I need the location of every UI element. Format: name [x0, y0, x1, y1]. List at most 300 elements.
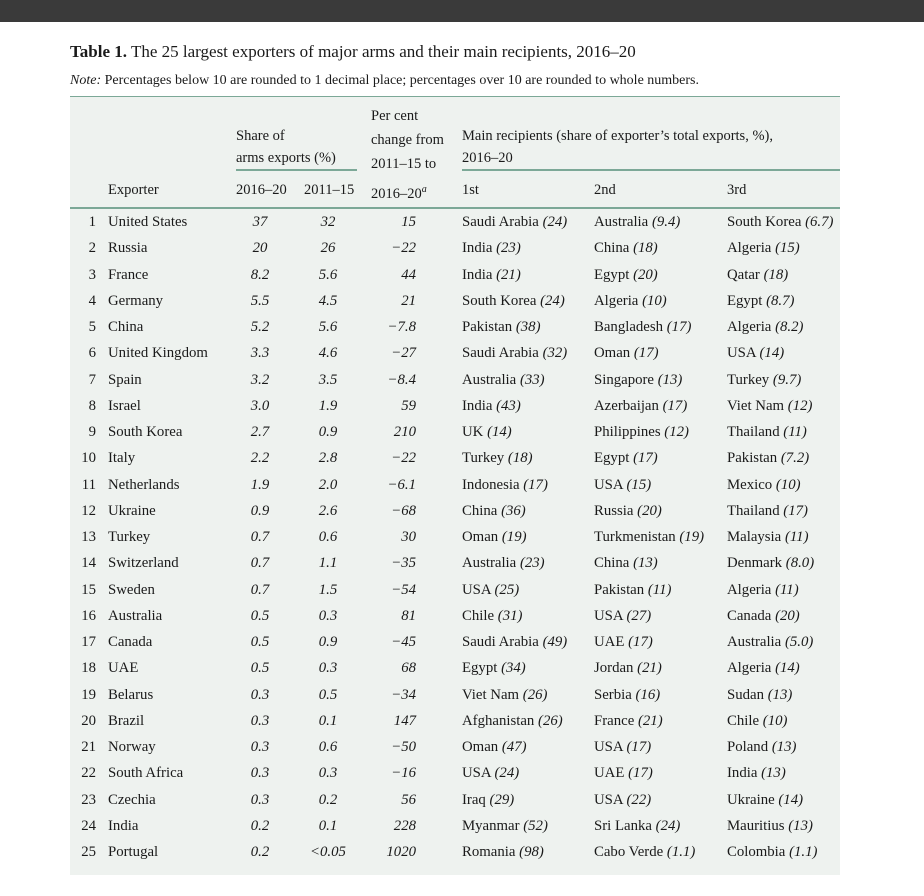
- rank-cell: 20: [81, 712, 96, 729]
- second-recipient-cell: [594, 397, 687, 415]
- second-recipient-cell: [594, 554, 658, 572]
- col-third: 3rd: [727, 182, 747, 198]
- recipient-name: USA: [594, 739, 623, 755]
- recipient-name: Poland: [727, 739, 769, 755]
- recipient-share: (38): [515, 319, 541, 335]
- recipient-name: Oman: [462, 529, 499, 545]
- share-2016-cell: 0.3: [250, 765, 270, 782]
- share-2016-cell: 2.7: [250, 424, 270, 440]
- share-2011-cell: 1.1: [318, 555, 338, 572]
- recipient-name: Australia: [462, 555, 517, 572]
- recipient-name: Philippines: [594, 424, 661, 440]
- share-2016-cell: 0.7: [250, 581, 270, 598]
- recipient-name: USA: [594, 476, 623, 493]
- rank-cell: 12: [81, 502, 96, 519]
- recipient-name: Canada: [727, 607, 772, 624]
- change-header-line3: 2011–15 to: [371, 156, 437, 172]
- exporter-cell: United Kingdom: [108, 345, 208, 362]
- share-2016-cell: 0.2: [250, 817, 270, 834]
- third-recipient-cell: [727, 817, 813, 835]
- third-recipient-cell: [727, 712, 787, 730]
- recipient-name: Algeria: [727, 660, 772, 677]
- second-recipient-cell: [594, 213, 680, 231]
- recipient-name: Saudi Arabia: [462, 214, 539, 230]
- recipient-share: (10): [642, 292, 667, 309]
- change-cell: 56: [401, 791, 416, 808]
- share-2011-cell: <0.05: [310, 844, 346, 860]
- change-cell: 68: [401, 660, 416, 677]
- first-recipient-cell: [462, 607, 522, 625]
- recipient-name: China: [462, 502, 498, 519]
- share-2016-cell: 0.3: [250, 712, 270, 729]
- exporter-cell: Netherlands: [108, 476, 180, 493]
- exporter-cell: Sweden: [108, 581, 155, 598]
- col-share-2011: 2011–15: [304, 182, 355, 198]
- rank-cell: 15: [81, 581, 96, 598]
- share-header-line1: Share of: [236, 128, 285, 144]
- second-recipient-cell: [594, 239, 658, 257]
- change-cell: −16: [391, 765, 416, 782]
- change-cell: 210: [393, 424, 416, 440]
- recipient-share: (20): [637, 502, 662, 519]
- share-2011-cell: 0.2: [318, 791, 338, 808]
- share-2016-cell: 0.3: [250, 686, 270, 703]
- second-recipient-cell: [594, 266, 658, 284]
- recipient-name: Colombia: [727, 844, 786, 860]
- recipients-header-line2: 2016–20: [462, 150, 513, 166]
- table-note: [70, 73, 699, 89]
- first-recipient-cell: [462, 344, 567, 362]
- recipient-name: Algeria: [727, 319, 772, 335]
- recipient-name: Algeria: [727, 581, 772, 598]
- recipient-name: Afghanistan: [462, 712, 535, 729]
- recipients-header: [462, 125, 773, 169]
- rank-cell: 13: [81, 529, 96, 545]
- second-recipient-cell: [594, 528, 704, 546]
- third-recipient-cell: [727, 528, 809, 546]
- exporter-cell: United States: [108, 214, 188, 230]
- exporter-cell: Spain: [108, 371, 142, 388]
- table-title: [70, 42, 636, 62]
- recipient-share: (17): [633, 345, 659, 362]
- rank-cell: 25: [81, 844, 96, 860]
- second-recipient-cell: [594, 344, 659, 362]
- first-recipient-cell: [462, 554, 545, 572]
- recipient-share: (11): [647, 581, 672, 598]
- recipient-share: (10): [762, 712, 788, 729]
- share-2016-cell: 0.5: [250, 660, 270, 677]
- recipient-name: Oman: [594, 345, 631, 362]
- header-bottom-rule: [70, 207, 840, 209]
- rank-cell: 16: [81, 607, 96, 624]
- recipient-share: (13): [771, 739, 797, 755]
- exporter-cell: Ukraine: [108, 502, 156, 519]
- share-2011-cell: 4.6: [318, 345, 338, 362]
- recipient-share: (47): [501, 739, 527, 755]
- first-recipient-cell: [462, 239, 521, 257]
- share-2016-cell: 8.2: [250, 266, 270, 283]
- third-recipient-cell: [727, 764, 786, 782]
- second-recipient-cell: [594, 633, 653, 651]
- share-2016-cell: 0.7: [250, 555, 270, 572]
- rank-cell: 11: [81, 476, 96, 493]
- recipient-share: (24): [655, 817, 681, 834]
- col-change-label: 2016–20: [371, 185, 422, 202]
- recipient-share: (17): [626, 739, 652, 755]
- first-recipient-cell: [462, 449, 533, 467]
- recipients-header-line1: Main recipients (share of exporter’s total exports, %),: [462, 128, 773, 144]
- rank-cell: 4: [88, 292, 96, 309]
- share-2011-cell: 1.9: [318, 397, 338, 414]
- recipient-name: Sri Lanka: [594, 817, 652, 834]
- first-recipient-cell: [462, 817, 548, 835]
- recipient-share: (17): [633, 450, 658, 467]
- recipient-name: Cabo Verde: [594, 844, 664, 860]
- recipients-header-rule: [462, 169, 840, 171]
- table-note-text: Percentages below 10 are rounded to 1 decimal place; percentages over 10 are rounded to whole numbers.: [104, 73, 699, 88]
- exporter-cell: Switzerland: [108, 555, 179, 572]
- third-recipient-cell: [727, 791, 803, 809]
- share-header-line2: arms exports (%): [236, 150, 336, 166]
- third-recipient-cell: [727, 738, 796, 756]
- share-2011-cell: 2.6: [318, 502, 338, 519]
- col-first: 1st: [462, 182, 479, 198]
- exporter-cell: Belarus: [108, 686, 154, 703]
- recipient-share: (16): [635, 686, 661, 703]
- recipient-name: Chile: [727, 712, 760, 729]
- second-recipient-cell: [594, 843, 695, 861]
- recipient-name: Algeria: [727, 240, 772, 257]
- change-cell: 1020: [386, 844, 416, 860]
- recipient-share: (1.1): [666, 844, 696, 860]
- recipient-name: UAE: [594, 765, 625, 782]
- recipient-share: (14): [775, 660, 800, 677]
- third-recipient-cell: [727, 607, 800, 625]
- share-2016-cell: 0.3: [250, 739, 270, 755]
- recipient-share: (10): [775, 476, 801, 493]
- third-recipient-cell: [727, 476, 801, 494]
- arms-exporters-table: [70, 96, 840, 875]
- share-2016-cell: 0.5: [250, 634, 270, 650]
- third-recipient-cell: [727, 266, 788, 284]
- recipient-share: (7.2): [780, 450, 810, 467]
- recipient-name: Egypt: [594, 266, 630, 283]
- exporter-cell: Italy: [108, 450, 136, 467]
- rank-cell: 14: [81, 555, 96, 572]
- recipient-share: (33): [519, 371, 545, 388]
- change-cell: −50: [391, 739, 416, 755]
- share-2011-cell: 3.5: [318, 371, 338, 388]
- change-header: [371, 104, 444, 176]
- exporter-cell: Portugal: [108, 844, 159, 860]
- recipient-share: (13): [633, 555, 658, 572]
- recipient-name: Indonesia: [462, 476, 520, 493]
- recipient-name: USA: [727, 345, 756, 362]
- recipient-share: (29): [489, 791, 515, 808]
- recipient-share: (14): [487, 424, 512, 440]
- recipient-share: (14): [778, 791, 804, 808]
- recipient-name: China: [594, 555, 630, 572]
- recipient-share: (21): [496, 266, 521, 283]
- share-2011-cell: 2.8: [318, 450, 338, 467]
- recipient-name: USA: [462, 581, 491, 598]
- share-2011-cell: 0.3: [318, 607, 338, 624]
- second-recipient-cell: [594, 712, 663, 730]
- exporter-cell: Israel: [108, 397, 141, 414]
- exporter-cell: South Korea: [108, 424, 183, 440]
- table-title-label: Table 1.: [70, 42, 128, 61]
- first-recipient-cell: [462, 318, 541, 336]
- second-recipient-cell: [594, 423, 689, 441]
- table-note-label: Note:: [70, 73, 102, 88]
- recipient-name: Ukraine: [727, 791, 775, 808]
- recipient-share: (34): [501, 660, 526, 677]
- recipient-name: South Korea: [727, 214, 802, 230]
- recipient-name: Serbia: [594, 686, 632, 703]
- recipient-share: (21): [637, 712, 663, 729]
- recipient-share: (36): [501, 502, 526, 519]
- recipient-name: USA: [594, 791, 623, 808]
- col-share-2016: 2016–20: [236, 182, 287, 198]
- first-recipient-cell: [462, 266, 521, 284]
- first-recipient-cell: [462, 423, 512, 441]
- recipient-share: (13): [788, 817, 813, 834]
- rank-cell: 8: [88, 397, 96, 414]
- recipient-name: Egypt: [594, 450, 630, 467]
- share-2016-cell: 0.7: [250, 529, 270, 545]
- second-recipient-cell: [594, 607, 651, 625]
- third-recipient-cell: [727, 554, 814, 572]
- recipient-share: (17): [783, 502, 808, 519]
- recipient-name: Viet Nam: [462, 686, 520, 703]
- third-recipient-cell: [727, 581, 799, 599]
- rank-cell: 22: [81, 765, 96, 782]
- change-cell: 59: [401, 397, 416, 414]
- exporter-cell: India: [108, 817, 139, 834]
- recipient-share: (5.0): [784, 634, 814, 650]
- share-2016-cell: 20: [252, 240, 268, 257]
- share-2011-cell: 4.5: [318, 292, 338, 309]
- recipient-share: (21): [637, 660, 662, 677]
- first-recipient-cell: [462, 659, 526, 677]
- recipient-share: (9.4): [651, 214, 681, 230]
- recipient-share: (15): [775, 240, 800, 257]
- first-recipient-cell: [462, 581, 519, 599]
- recipient-name: USA: [462, 765, 491, 782]
- recipient-share: (8.7): [766, 292, 795, 309]
- third-recipient-cell: [727, 213, 833, 231]
- recipient-name: Myanmar: [462, 817, 520, 834]
- recipient-name: India: [462, 240, 493, 257]
- recipient-share: (12): [664, 424, 689, 440]
- recipient-name: Viet Nam: [727, 397, 785, 414]
- third-recipient-cell: [727, 502, 808, 520]
- recipient-name: Egypt: [462, 660, 498, 677]
- recipient-name: Saudi Arabia: [462, 634, 539, 650]
- recipient-share: (27): [626, 607, 652, 624]
- second-recipient-cell: [594, 791, 651, 809]
- first-recipient-cell: [462, 397, 521, 415]
- recipient-name: China: [594, 240, 630, 257]
- recipient-name: South Korea: [462, 292, 537, 309]
- third-recipient-cell: [727, 239, 800, 257]
- recipient-share: (14): [759, 345, 785, 362]
- second-recipient-cell: [594, 476, 651, 494]
- share-2011-cell: 0.5: [318, 686, 338, 703]
- change-cell: 81: [401, 607, 416, 624]
- recipient-share: (24): [540, 292, 565, 309]
- recipient-share: (20): [633, 266, 658, 283]
- recipient-share: (17): [523, 476, 548, 493]
- change-cell: −8.4: [387, 371, 416, 388]
- table-title-text: The 25 largest exporters of major arms and their main recipients, 2016–20: [130, 42, 636, 61]
- share-2011-cell: 0.1: [318, 817, 338, 834]
- third-recipient-cell: [727, 659, 800, 677]
- share-2016-cell: 37: [252, 214, 268, 230]
- recipient-share: (20): [775, 607, 800, 624]
- first-recipient-cell: [462, 528, 527, 546]
- recipient-share: (18): [507, 450, 533, 467]
- recipient-share: (13): [657, 371, 683, 388]
- recipient-share: (19): [501, 529, 527, 545]
- share-2011-cell: 0.6: [318, 739, 338, 755]
- recipient-share: (23): [496, 240, 521, 257]
- recipient-name: Mauritius: [727, 817, 785, 834]
- rank-cell: 7: [88, 371, 96, 388]
- recipient-name: Iraq: [462, 791, 486, 808]
- second-recipient-cell: [594, 318, 691, 336]
- third-recipient-cell: [727, 397, 812, 415]
- third-recipient-cell: [727, 344, 784, 362]
- share-2016-cell: 3.0: [250, 397, 270, 414]
- share-header: [236, 125, 336, 169]
- share-2011-cell: 2.0: [318, 476, 338, 493]
- share-2011-cell: 0.9: [318, 424, 338, 440]
- third-recipient-cell: [727, 371, 801, 389]
- second-recipient-cell: [594, 292, 667, 310]
- first-recipient-cell: [462, 843, 544, 861]
- recipient-name: Mexico: [727, 476, 773, 493]
- recipient-name: Oman: [462, 739, 499, 755]
- share-header-rule: [236, 169, 357, 171]
- exporter-cell: UAE: [108, 660, 139, 677]
- second-recipient-cell: [594, 371, 682, 389]
- col-change: [371, 179, 427, 205]
- share-2016-cell: 5.5: [250, 292, 270, 309]
- recipient-share: (17): [662, 397, 688, 414]
- first-recipient-cell: [462, 764, 519, 782]
- recipient-share: (8.2): [775, 319, 804, 335]
- change-cell: −34: [391, 686, 416, 703]
- second-recipient-cell: [594, 581, 671, 599]
- recipient-share: (15): [626, 476, 652, 493]
- exporter-cell: Australia: [108, 607, 163, 624]
- second-recipient-cell: [594, 659, 662, 677]
- recipient-name: Australia: [594, 214, 649, 230]
- first-recipient-cell: [462, 476, 548, 494]
- change-cell: −22: [391, 450, 416, 467]
- second-recipient-cell: [594, 817, 680, 835]
- exporter-cell: South Africa: [108, 765, 184, 782]
- first-recipient-cell: [462, 371, 545, 389]
- first-recipient-cell: [462, 791, 514, 809]
- exporter-cell: Czechia: [108, 791, 156, 808]
- recipient-share: (43): [496, 397, 521, 414]
- share-2016-cell: 3.2: [250, 371, 270, 388]
- recipient-share: (23): [519, 555, 545, 572]
- share-2011-cell: 0.3: [318, 660, 338, 677]
- second-recipient-cell: [594, 686, 660, 704]
- exporter-cell: China: [108, 319, 144, 335]
- share-2016-cell: 0.3: [250, 791, 270, 808]
- share-2016-cell: 0.9: [250, 502, 270, 519]
- third-recipient-cell: [727, 449, 809, 467]
- recipient-name: Algeria: [594, 292, 639, 309]
- third-recipient-cell: [727, 843, 817, 861]
- change-cell: −7.8: [387, 319, 416, 335]
- recipient-share: (24): [494, 765, 520, 782]
- change-cell: −27: [391, 345, 416, 362]
- recipient-share: (49): [542, 634, 568, 650]
- third-recipient-cell: [727, 292, 794, 310]
- change-cell: 30: [401, 529, 416, 545]
- col-change-footnote: a: [421, 184, 427, 195]
- recipient-name: Jordan: [594, 660, 634, 677]
- third-recipient-cell: [727, 318, 803, 336]
- third-recipient-cell: [727, 633, 813, 651]
- share-2011-cell: 5.6: [318, 319, 338, 335]
- rank-cell: 2: [88, 240, 96, 257]
- recipient-share: (24): [542, 214, 568, 230]
- recipient-name: Pakistan: [462, 319, 513, 335]
- change-header-line2: change from: [371, 132, 444, 148]
- change-cell: −45: [391, 634, 416, 650]
- recipient-name: USA: [594, 607, 623, 624]
- share-2016-cell: 2.2: [250, 450, 270, 467]
- rank-cell: 24: [81, 817, 96, 834]
- second-recipient-cell: [594, 738, 651, 756]
- recipient-share: (13): [761, 765, 786, 782]
- share-2011-cell: 0.1: [318, 712, 338, 729]
- rank-cell: 10: [81, 450, 96, 467]
- recipient-name: Thailand: [727, 424, 780, 440]
- recipient-share: (32): [542, 345, 568, 362]
- recipient-name: Azerbaijan: [594, 397, 659, 414]
- change-cell: −68: [391, 502, 416, 519]
- share-2016-cell: 0.2: [250, 844, 270, 860]
- recipient-share: (11): [775, 581, 799, 598]
- share-2011-cell: 5.6: [318, 266, 338, 283]
- change-cell: 21: [401, 292, 416, 309]
- recipient-name: Singapore: [594, 371, 654, 388]
- recipient-name: Russia: [594, 502, 634, 519]
- recipient-name: Egypt: [727, 292, 763, 309]
- first-recipient-cell: [462, 633, 567, 651]
- recipient-name: India: [462, 397, 493, 414]
- rank-cell: 21: [81, 739, 96, 755]
- recipient-name: Turkey: [727, 371, 770, 388]
- recipient-name: Sudan: [727, 686, 764, 703]
- rank-cell: 5: [88, 319, 96, 335]
- first-recipient-cell: [462, 738, 527, 756]
- recipient-share: (18): [633, 240, 658, 257]
- recipient-name: India: [727, 765, 758, 782]
- recipient-name: Pakistan: [727, 450, 778, 467]
- change-cell: 44: [401, 266, 416, 283]
- recipient-share: (26): [522, 686, 548, 703]
- recipient-share: (31): [497, 607, 523, 624]
- second-recipient-cell: [594, 502, 662, 520]
